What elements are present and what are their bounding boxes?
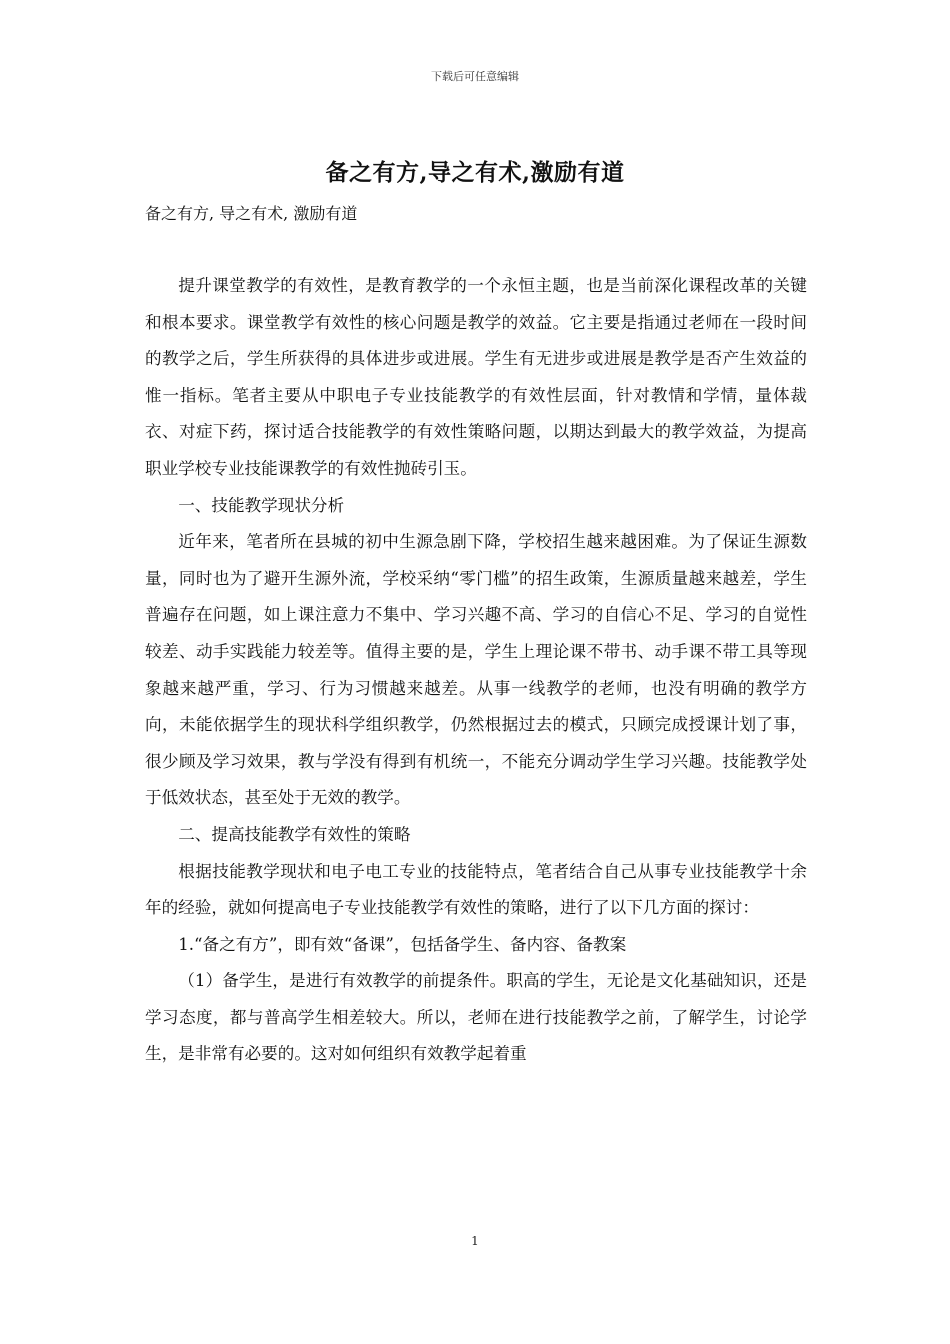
document-subtitle: 备之有方, 导之有术, 激励有道 bbox=[145, 204, 358, 223]
paragraph-section-1: 近年来，笔者所在县城的初中生源急剧下降，学校招生越来越困难。为了保证生源数量，同时也为了避开生源外流，学校采纳“零门槛”的招生政策，生源质量越来越差，学生普遍存在问题，如上课注意力不集中、学习兴趣不高、学习的自信心不足、学习的自觉性较差、动手实践能力较差等。值得主要的是，学生上理论课不带书、动手课不带工具等现象越来越严重，学习、行为习惯越来越差。从事一线教学的老师，也没有明确的教学方向，未能依据学生的现状科学组织教学，仍然根据过去的模式，只顾完成授课计划了事，很少顾及学习效果，教与学没有得到有机统一，不能充分调动学生学习兴趣。技能教学处于低效状态，甚至处于无效的教学。 bbox=[145, 532, 807, 808]
paragraph-subsection-1: （1）备学生，是进行有效教学的前提条件。职高的学生，无论是文化基础知识，还是学习态度，都与普高学生相差较大。所以，老师在进行技能教学之前，了解学生，讨论学生，是非常有必要的。这对如何组织有效教学起着重 bbox=[145, 971, 807, 1064]
subsection-heading-1: 1.“备之有方”，即有效“备课”，包括备学生、备内容、备教案 bbox=[178, 934, 627, 954]
page-number: 1 bbox=[471, 1234, 479, 1248]
section-heading-1: 一、技能教学现状分析 bbox=[178, 495, 345, 515]
document-body bbox=[145, 268, 807, 1073]
paragraph-intro: 提升课堂教学的有效性，是教育教学的一个永恒主题，也是当前深化课程改革的关键和根本要求。课堂教学有效性的核心问题是教学的效益。它主要是指通过老师在一段时间的教学之后，学生所获得的具体进步或进展。学生有无进步或进展是教学是否产生效益的惟一指标。笔者主要从中职电子专业技能教学的有效性层面，针对教情和学情，量体裁衣、对症下药，探讨适合技能教学的有效性策略问题，以期达到最大的教学效益，为提高职业学校专业技能课教学的有效性抛砖引玉。 bbox=[145, 276, 807, 478]
paragraph-section-2: 根据技能教学现状和电子电工专业的技能特点，笔者结合自己从事专业技能教学十余年的经验，就如何提高电子专业技能教学有效性的策略，进行了以下几方面的探讨： bbox=[145, 861, 807, 918]
header-note: 下载后可任意编辑 bbox=[431, 70, 519, 83]
document-title: 备之有方,导之有术,激励有道 bbox=[325, 159, 625, 186]
section-heading-2: 二、提高技能教学有效性的策略 bbox=[178, 824, 411, 844]
